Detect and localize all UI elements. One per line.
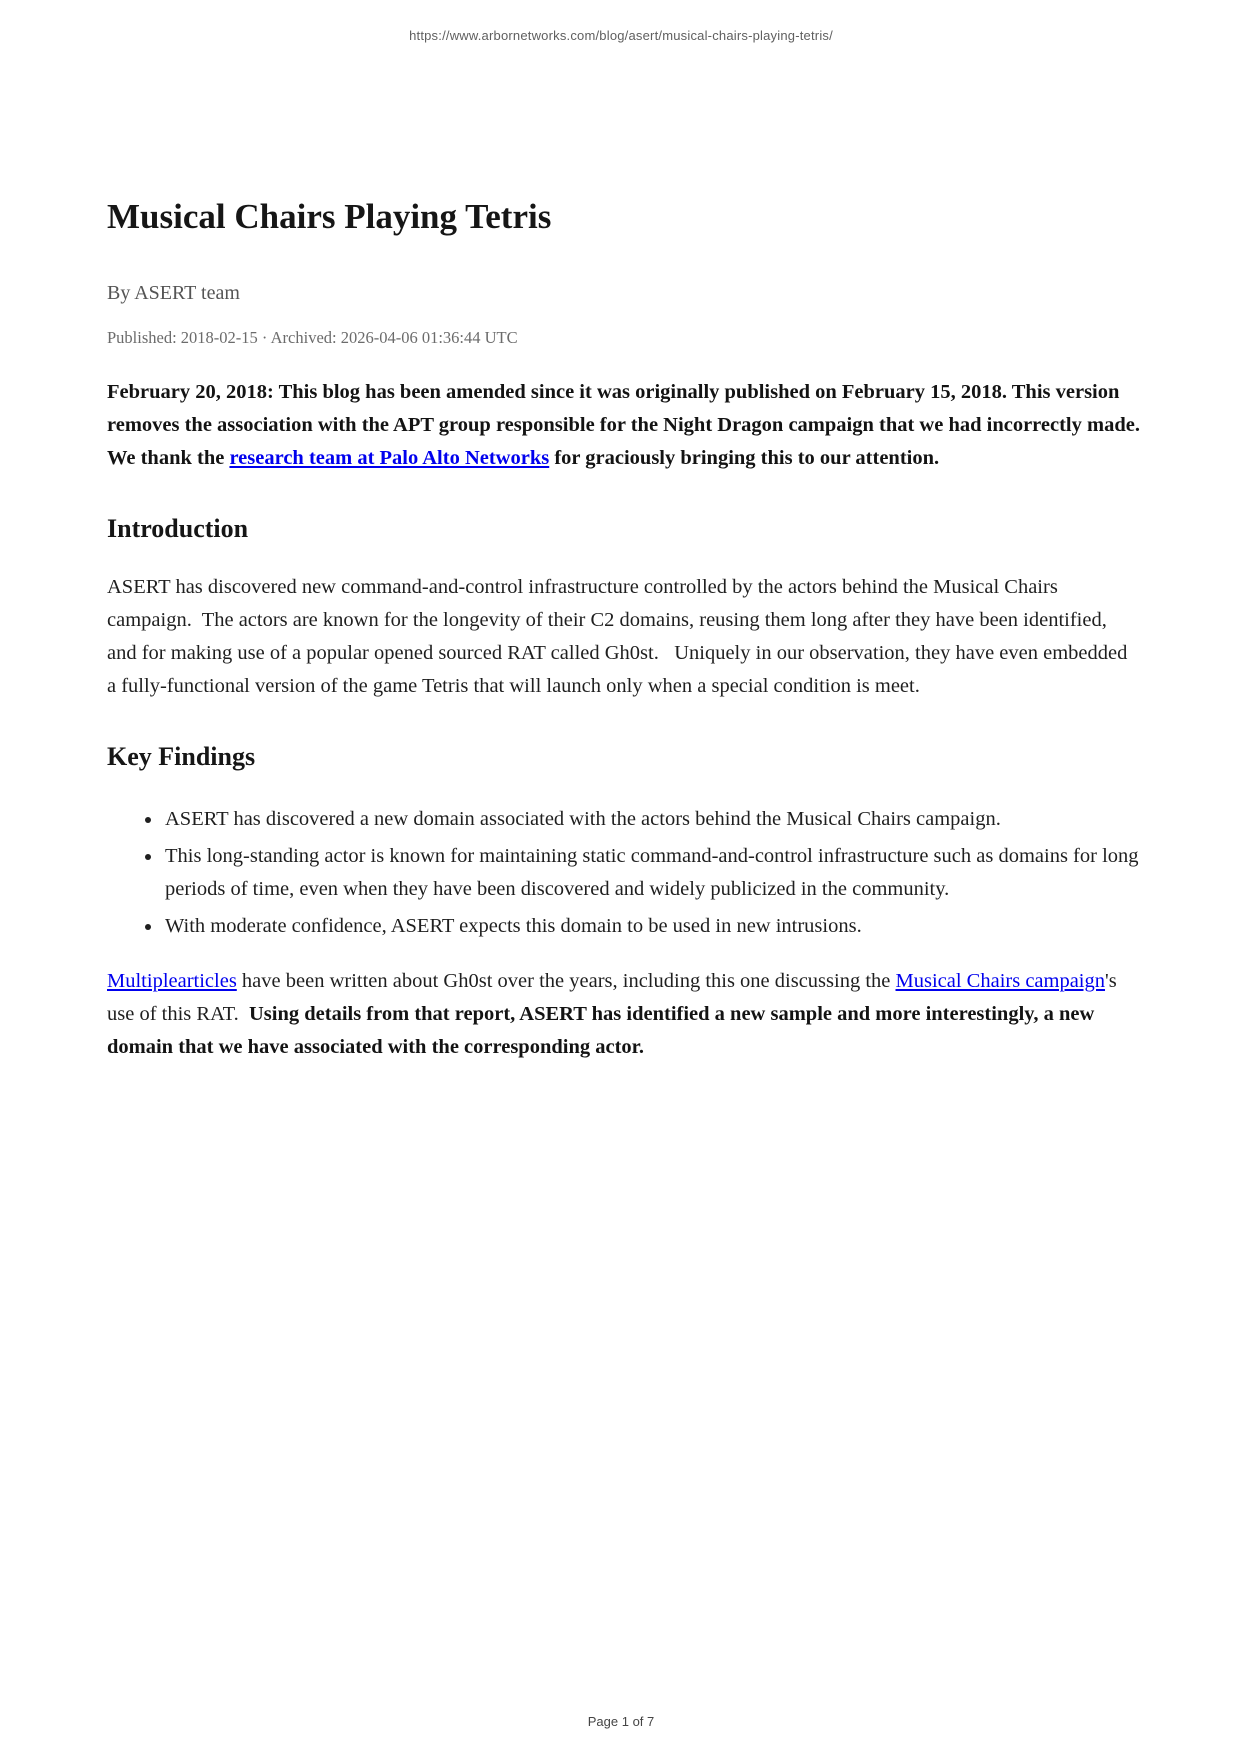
introduction-paragraph: ASERT has discovered new command-and-control infrastructure controlled by the actors behind the Musical Chairs campaign. The actors are known for the longevity of their C2 domains, reusing them long after they have been identified, and for making use of a popular opened sourced RAT called Gh0st. Uniquely in our observation, they have even embedded a fully-functional version of the game Tetris that will launch only when a special condition is meet.	[107, 576, 1128, 697]
section-heading-key-findings: Key Findings	[107, 742, 256, 771]
page-title: Musical Chairs Playing Tetris	[107, 197, 552, 236]
section-heading-introduction: Introduction	[107, 514, 249, 543]
page-number: Page 1 of 7	[587, 1714, 655, 1729]
byline: By ASERT team	[107, 282, 240, 304]
musical-chairs-campaign-link[interactable]: Musical Chairs campaign	[895, 970, 1106, 992]
key-finding-item: • This long-standing actor is known for maintaining static command-and-control infrastructure such as domains for long periods of time, even when they have been discovered and widely publicized in the community.	[163, 840, 1140, 906]
key-findings-list	[107, 803, 1140, 943]
amendment-paragraph	[107, 376, 1140, 475]
amendment-text-after-link: for graciously bringing this to our attention.	[549, 447, 940, 469]
article-body	[107, 0, 1140, 1064]
closing-bold-text: Using details from that report, ASERT has identified a new sample and more interestingly, a new domain that we have associated with the corresponding actor.	[107, 1003, 1095, 1058]
key-finding-item: • With moderate confidence, ASERT expects this domain to be used in new intrusions.	[163, 910, 1140, 943]
closing-paragraph	[107, 965, 1140, 1064]
key-finding-item: • ASERT has discovered a new domain associated with the actors behind the Musical Chairs campaign.	[163, 803, 1140, 836]
print-header-url: https://www.arbornetworks.com/blog/asert/musical-chairs-playing-tetris/	[409, 28, 833, 43]
publish-archive-meta: Published: 2018-02-15 · Archived: 2026-04-06 01:36:44 UTC	[107, 328, 518, 347]
closing-text-after-link1: have been written about Gh0st over the years, including this one discussing the	[236, 970, 896, 992]
closing-text-after-link2: 's use of this RAT.	[107, 970, 1117, 1025]
amendment-text-before-link: February 20, 2018: This blog has been amended since it was originally published on February 15, 2018. This version removes the association with the APT group responsible for the Night Dragon campaign that we had incorrectly made. We thank the	[107, 381, 1140, 469]
palo-alto-research-team-link[interactable]: research team at Palo Alto Networks	[229, 447, 550, 469]
multiple-articles-link[interactable]: Multiplearticles	[107, 970, 237, 992]
